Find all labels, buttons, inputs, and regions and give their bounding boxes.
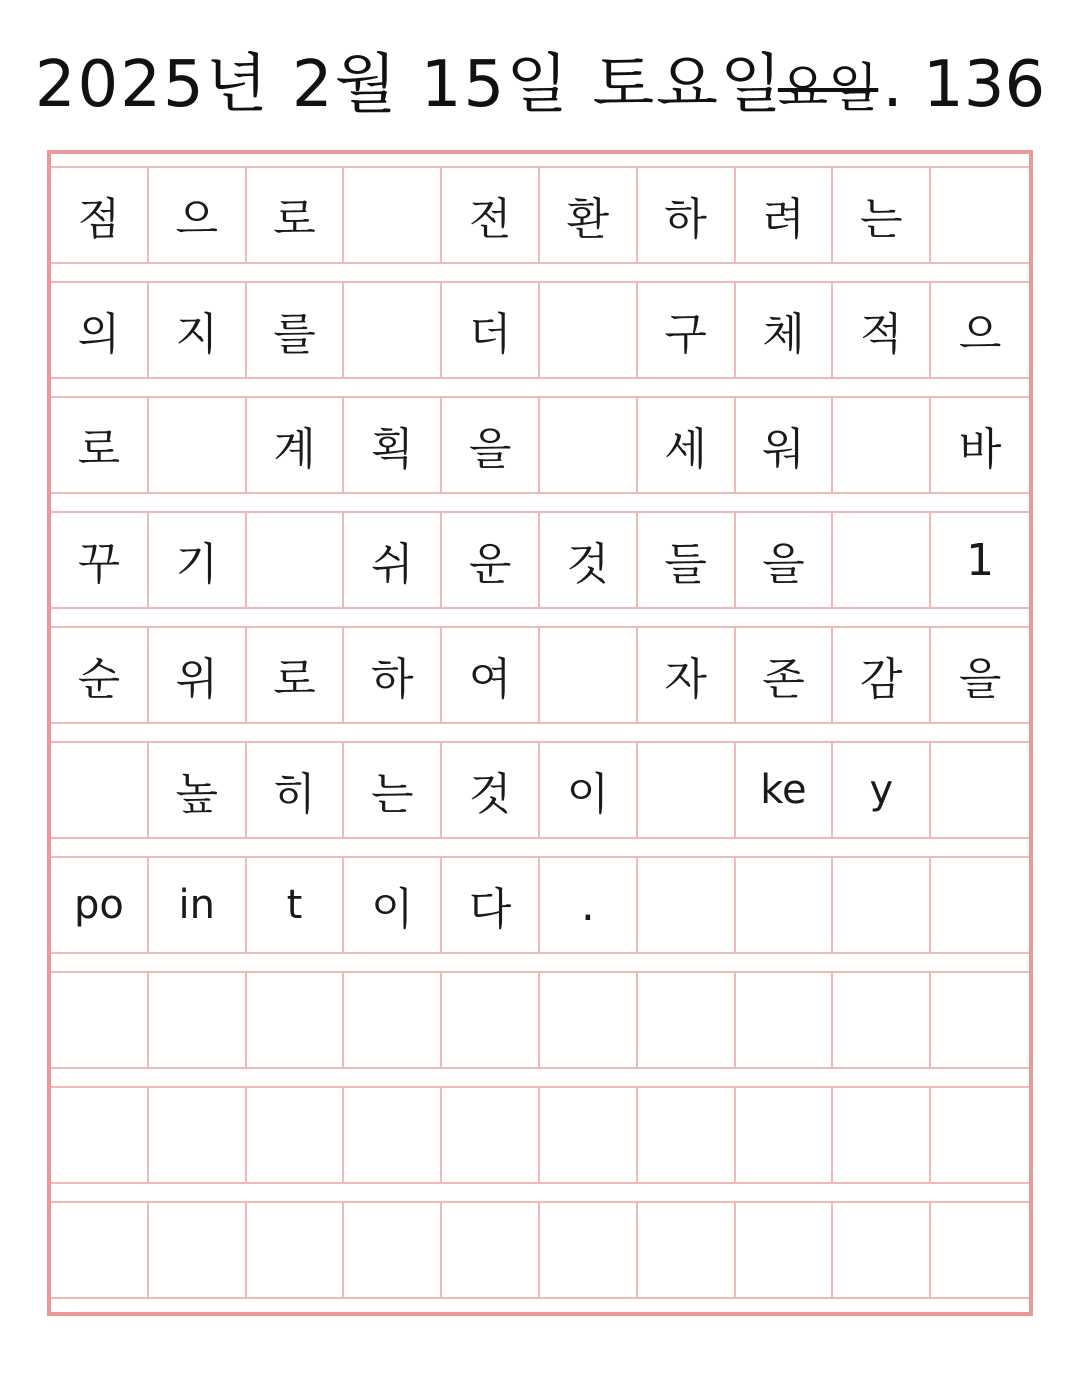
grid-cell xyxy=(149,1203,247,1297)
grid-cell xyxy=(931,743,1029,837)
manuscript-grid-sheet xyxy=(47,150,1033,1316)
grid-cell xyxy=(344,1203,442,1297)
grid-cell xyxy=(344,1088,442,1182)
grid-cell: 하 xyxy=(344,628,442,722)
grid-cell xyxy=(344,283,442,377)
grid-cell xyxy=(833,1088,931,1182)
grid-cell xyxy=(247,1088,345,1182)
grid-cell xyxy=(149,398,247,492)
grid-cell: 계 xyxy=(247,398,345,492)
grid-cell: 를 xyxy=(247,283,345,377)
grid-cell: 지 xyxy=(149,283,247,377)
grid-cell: 것 xyxy=(442,743,540,837)
grid-cell: 하 xyxy=(638,168,736,262)
grid-cell xyxy=(51,1088,149,1182)
grid-cell xyxy=(442,973,540,1067)
grid-cell: 을 xyxy=(958,654,1002,705)
grid-cell: . xyxy=(540,858,638,952)
grid-cell: 위 xyxy=(149,628,247,722)
grid-cell xyxy=(540,628,638,722)
page-header xyxy=(0,30,1080,140)
grid-cell: 획 xyxy=(344,398,442,492)
grid-cell xyxy=(833,858,931,952)
grid-cell: 것 xyxy=(540,513,638,607)
grid-cell xyxy=(931,858,1029,952)
grid-cell: 는 xyxy=(344,743,442,837)
grid-cell xyxy=(736,1203,834,1297)
grid-cell: 의 xyxy=(51,283,149,377)
grid-cell: po xyxy=(51,858,149,952)
grid-cell: 려 xyxy=(736,168,834,262)
grid-cell xyxy=(149,973,247,1067)
grid-cell xyxy=(638,1203,736,1297)
grid-cell: ke xyxy=(736,743,834,837)
grid-cell xyxy=(736,858,834,952)
grid-cell xyxy=(149,1088,247,1182)
grid-cell xyxy=(833,398,931,492)
grid-cell: 으 xyxy=(149,168,247,262)
grid-row xyxy=(51,1201,1029,1299)
grid-row xyxy=(51,166,1029,264)
grid-row xyxy=(51,971,1029,1069)
grid-cell xyxy=(931,973,1029,1067)
grid-cell: 꾸 xyxy=(51,513,149,607)
grid-row xyxy=(51,281,1029,379)
grid-cell: 감 xyxy=(833,628,931,722)
grid-cell: 들 xyxy=(638,513,736,607)
grid-cell: y xyxy=(833,743,931,837)
grid-cell xyxy=(638,1088,736,1182)
header-scribble: 요일 xyxy=(777,59,879,119)
grid-cell xyxy=(344,973,442,1067)
grid-cell xyxy=(931,1203,1029,1297)
grid-cell: 바 xyxy=(958,424,1002,475)
grid-cell: 1 xyxy=(966,534,995,586)
grid-cell xyxy=(833,1203,931,1297)
grid-cell xyxy=(442,1203,540,1297)
grid-cell xyxy=(442,1088,540,1182)
grid-cell: 쉬 xyxy=(344,513,442,607)
header-page-number: . 136 xyxy=(882,48,1046,122)
grid-cell xyxy=(833,973,931,1067)
grid-cell: 적 xyxy=(833,283,931,377)
grid-cell xyxy=(247,513,345,607)
grid-cell: 로 xyxy=(247,168,345,262)
grid-cell xyxy=(247,1203,345,1297)
grid-cell: 는 xyxy=(833,168,931,262)
grid-row xyxy=(51,396,1029,494)
grid-cell: 으 xyxy=(958,309,1002,360)
grid-cell: 로 xyxy=(247,628,345,722)
grid-cell: 체 xyxy=(736,283,834,377)
grid-cell: 구 xyxy=(638,283,736,377)
grid-cell xyxy=(540,398,638,492)
grid-cell xyxy=(51,743,149,837)
grid-cell xyxy=(540,283,638,377)
grid-cell xyxy=(247,973,345,1067)
grid-cell: 이 xyxy=(540,743,638,837)
grid-row xyxy=(51,626,1029,724)
grid-cell xyxy=(51,973,149,1067)
grid-cell xyxy=(833,513,931,607)
grid-cell xyxy=(638,973,736,1067)
grid-row xyxy=(51,856,1029,954)
grid-row xyxy=(51,1086,1029,1184)
grid-cell: 을 xyxy=(736,513,834,607)
grid-cell xyxy=(931,1088,1029,1182)
grid-cell: 을 xyxy=(442,398,540,492)
grid-cell: 세 xyxy=(638,398,736,492)
grid-cell xyxy=(638,743,736,837)
grid-cell: 자 xyxy=(638,628,736,722)
grid-cell xyxy=(736,1088,834,1182)
grid-cell: 워 xyxy=(736,398,834,492)
grid-row xyxy=(51,511,1029,609)
grid-cell xyxy=(540,1203,638,1297)
grid-cell: 이 xyxy=(344,858,442,952)
grid-cell: 여 xyxy=(442,628,540,722)
grid-cell: 로 xyxy=(51,398,149,492)
grid-cell: 점 xyxy=(51,168,149,262)
grid-row xyxy=(51,741,1029,839)
grid-cell: 다 xyxy=(442,858,540,952)
grid-cell xyxy=(540,973,638,1067)
grid-cell: 전 xyxy=(442,168,540,262)
grid-cell: 높 xyxy=(149,743,247,837)
grid-cell xyxy=(51,1203,149,1297)
grid-cell: 기 xyxy=(149,513,247,607)
grid-cell xyxy=(638,858,736,952)
grid-cell: 순 xyxy=(51,628,149,722)
grid-cell xyxy=(540,1088,638,1182)
grid-cell: 운 xyxy=(442,513,540,607)
grid-cell: 존 xyxy=(736,628,834,722)
grid-cell xyxy=(344,168,442,262)
grid-cell: 환 xyxy=(540,168,638,262)
grid-cell: in xyxy=(149,858,247,952)
grid-cell xyxy=(736,973,834,1067)
grid-cell: t xyxy=(247,858,345,952)
grid-cell: 히 xyxy=(247,743,345,837)
grid-cell: 더 xyxy=(442,283,540,377)
grid-cell xyxy=(931,168,1029,262)
header-date: 2025년 2월 15일 토요일 xyxy=(34,48,784,122)
